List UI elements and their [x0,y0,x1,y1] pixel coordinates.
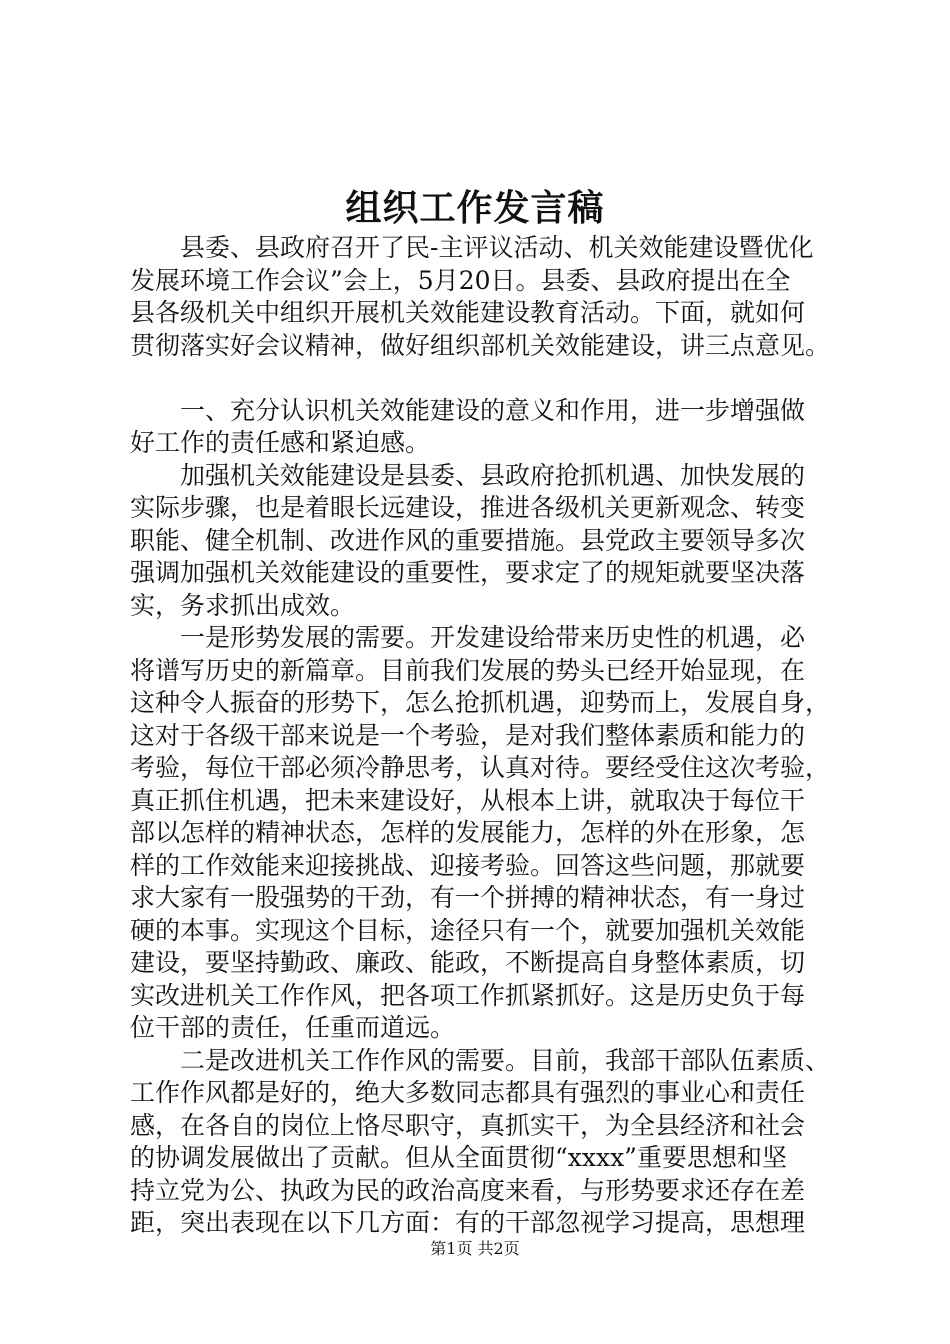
text-line: 工作作风都是好的，绝大多数同志都具有强烈的事业心和责任 [130,1078,806,1107]
paragraph-intro [130,232,836,362]
text-line: 职能、健全机制、改进作风的重要措施。县党政主要领导多次 [130,525,806,555]
text-line: 硬的本事。实现这个目标，途径只有一个，就要加强机关效能 [130,915,806,945]
text-line: 一是形势发展的需要。开发建设给带来历史性的机遇，必 [180,623,806,652]
paragraph-efficiency [130,460,836,623]
text-line: 求大家有一股强势的干劲，有一个拼搏的精神状态，有一身过 [130,883,806,912]
page-number-footer: 第1页 共2页 [430,1239,520,1258]
text-line: 这种令人振奋的形势下，怎么抢抓机遇，迎势而上，发展自身， [130,688,831,717]
text-line: 县各级机关中组织开展机关效能建设教育活动。下面，就如何 [130,298,806,327]
text-line: 这对于各级干部来说是一个考验，是对我们整体素质和能力的 [130,720,806,750]
text-line: 样的工作效能来迎接挑战、迎接考验。回答这些问题，那就要 [130,850,806,880]
text-line: 贯彻落实好会议精神，做好组织部机关效能建设，讲三点意见。 [130,330,831,360]
text-line: 感，在各自的岗位上恪尽职守，真抓实干，为全县经济和社会 [130,1110,806,1140]
text-line: 县委、县政府召开了民-主评议活动、机关效能建设暨优化 [180,233,814,262]
text-line: 持立党为公、执政为民的政治高度来看，与形势要求还存在差 [130,1175,806,1205]
text-line: 位干部的责任，任重而道远。 [130,1013,456,1042]
text-line: 建设，要坚持勤政、廉政、能政，不断提高自身整体素质，切 [130,948,806,977]
text-line: 加强机关效能建设是县委、县政府抢抓机遇、加快发展的 [180,460,806,490]
text-line: 发展环境工作会议”会上，5月20日。县委、县政府提出在全 [130,265,791,295]
text-line: 实，务求抓出成效。 [130,590,356,620]
text-line: 的协调发展做出了贡献。但从全面贯彻“xxxx”重要思想和坚 [130,1143,787,1172]
text-line: 考验，每位干部必须冷静思考，认真对待。要经受住这次考验， [130,753,831,782]
text-line: 将谱写历史的新篇章。目前我们发展的势头已经开始显现，在 [130,655,806,685]
paragraph-section-heading [130,395,836,460]
paragraph-point-two [130,1045,836,1240]
text-line: 真正抓住机遇，把未来建设好，从根本上讲，就取决于每位干 [130,785,806,815]
text-line: 距，突出表现在以下几方面：有的干部忽视学习提高，思想理 [130,1208,806,1237]
blank-line [130,362,836,395]
paragraph-point-one [130,622,836,1045]
text-line: 一、充分认识机关效能建设的意义和作用，进一步增强做 [180,395,806,425]
document-title: 组织工作发言稿 [345,187,605,229]
text-line: 好工作的责任感和紧迫感。 [130,428,431,457]
text-line: 部以怎样的精神状态，怎样的发展能力，怎样的外在形象，怎 [130,818,806,847]
text-line: 二是改进机关工作作风的需要。目前，我部干部队伍素质、 [180,1045,831,1075]
document-body [130,232,836,1240]
text-line: 强调加强机关效能建设的重要性，要求定了的规矩就要坚决落 [130,558,806,587]
text-line: 实改进机关工作作风，把各项工作抓紧抓好。这是历史负于每 [130,980,806,1010]
text-line: 实际步骤，也是着眼长远建设，推进各级机关更新观念、转变 [130,493,806,522]
